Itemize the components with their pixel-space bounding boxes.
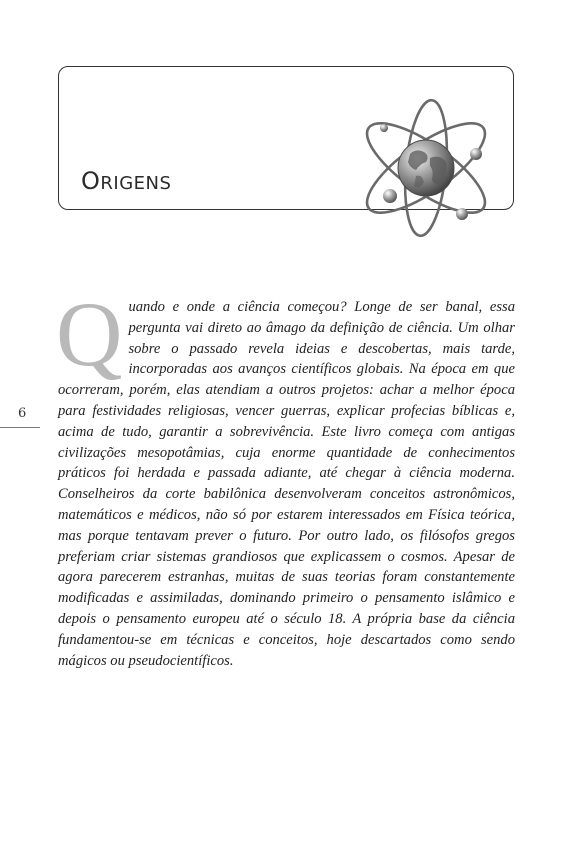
- atom-globe-icon: [350, 92, 502, 244]
- chapter-title: [81, 167, 171, 195]
- chapter-title-initial: O: [81, 167, 101, 195]
- page-number-rule: [0, 427, 40, 428]
- chapter-title-rest: RIGENS: [100, 173, 172, 194]
- page-number: 6: [18, 406, 27, 421]
- body-paragraph: uando e onde a ciência começou? Longe de ser banal, essa pergunta vai direto ao âmago da definição de ciência. Um olhar sobre o passado revela ideias e descobertas, mais tarde, incorporadas aos avanços científicos globais. Na época em que ocorreram, porém, elas atendiam a outros projetos: achar a melhor época para festividades religiosas, vencer guerras, explicar profecias bíblicas e, acima de tudo, garantir a sobrevivência. Este livro começa com antigas civilizações mesopotâmias, cuja enorme quantidade de conhecimentos práticos foi herdada e passada adiante, até chegar à ciência moderna. Conselheiros da corte babilônica desenvolveram conceitos astronômicos, matemáticos e médicos, não só por estarem interessados em Física teórica, mas porque tentavam prever o futuro. Por outro lado, os filósofos gregos preferiam criar sistemas grandiosos que explicassem o cosmos. Apesar de agora parecerem estranhas, muitas de suas teorias foram constantemente modificadas e assimiladas, dominando primeiro o pensamento islâmico e depois o pensamento europeu até o século 18. A própria base da ciência fundamentou-se em técnicas e conceitos, hoje descartados como sendo mágicos ou pseudocientíficos.: [58, 299, 515, 669]
- body-text-block: [56, 283, 515, 671]
- drop-cap: Q: [56, 283, 123, 385]
